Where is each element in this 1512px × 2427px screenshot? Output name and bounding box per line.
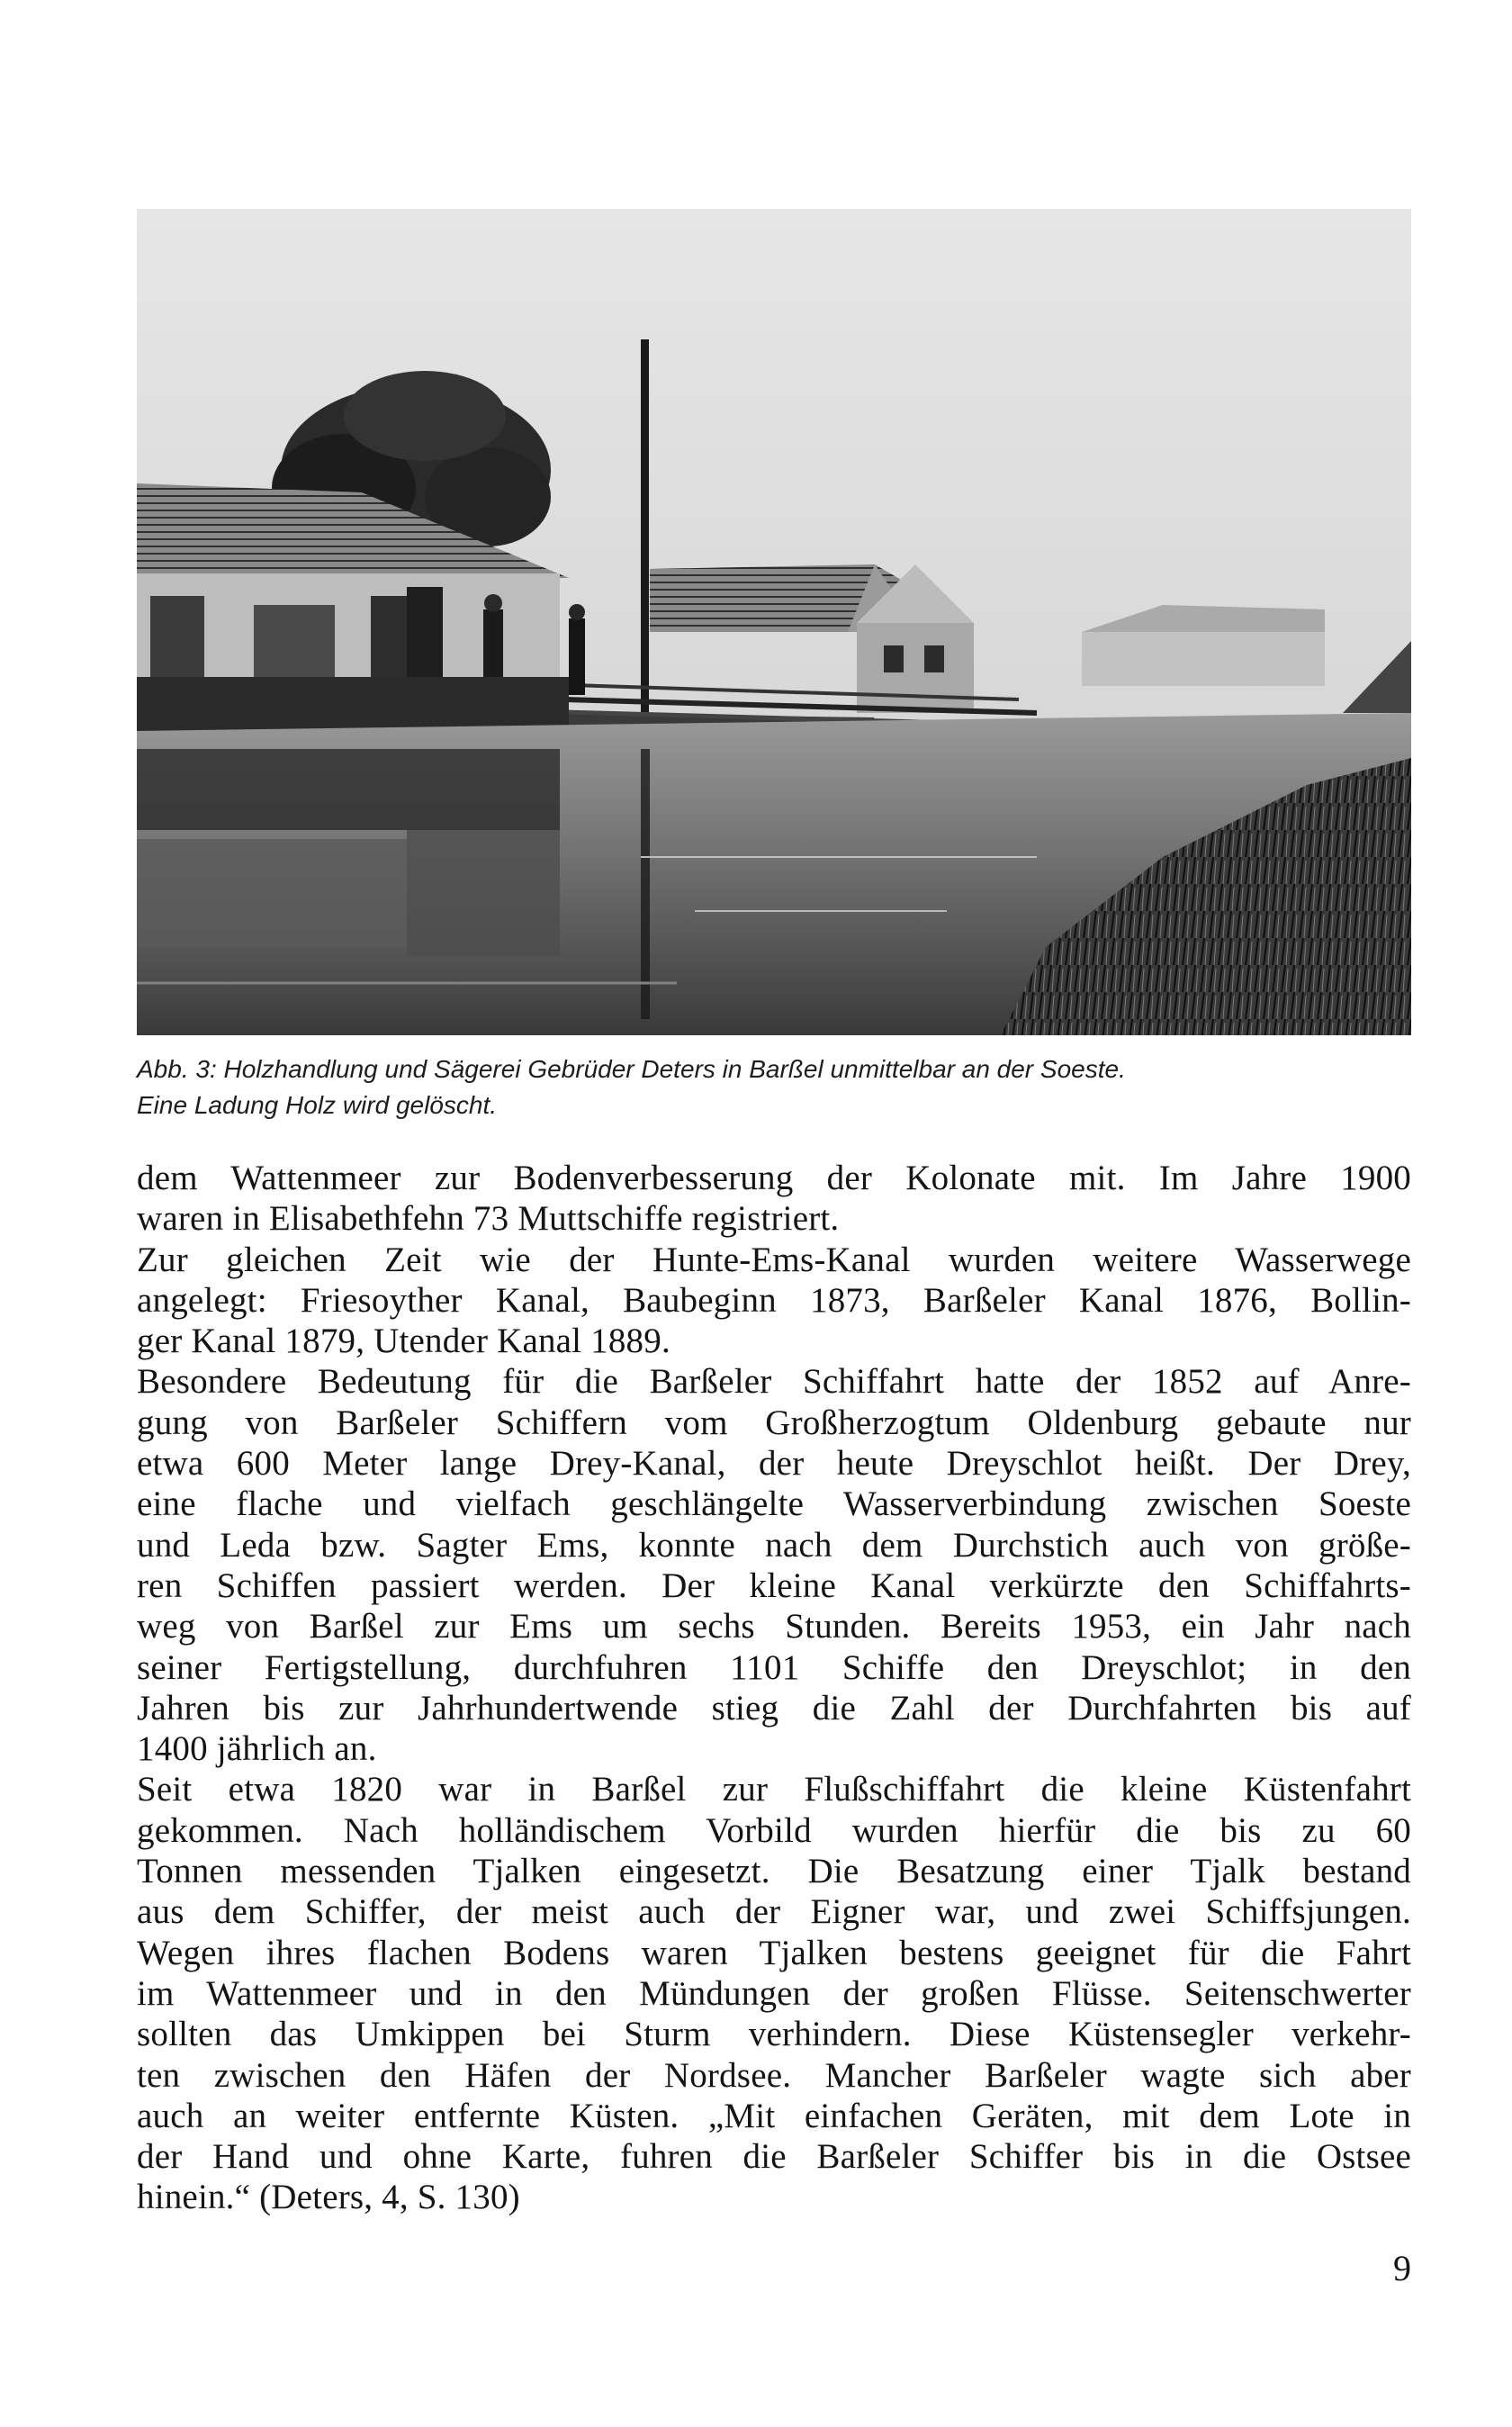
text-line: der Hand und ohne Karte, fuhren die Barßeler Schiffer bis in die Ostsee bbox=[137, 2137, 1411, 2177]
text-line: angelegt: Friesoyther Kanal, Baubeginn 1873, Barßeler Kanal 1876, Bollin- bbox=[137, 1280, 1411, 1320]
text-line: ren Schiffen passiert werden. Der kleine Kanal verkürzte den Schiffahrts- bbox=[137, 1565, 1411, 1605]
text-line: im Wattenmeer und in den Mündungen der großen Flüsse. Seitenschwerter bbox=[137, 1973, 1411, 2013]
paragraph bbox=[137, 1361, 1411, 1769]
text-line: 1400 jährlich an. bbox=[137, 1729, 377, 1769]
text-line: etwa 600 Meter lange Drey-Kanal, der heute Dreyschlot heißt. Der Drey, bbox=[137, 1444, 1411, 1484]
text-line: gekommen. Nach holländischem Vorbild wurden hierfür die bis zu 60 bbox=[137, 1810, 1411, 1850]
text-line: Zur gleichen Zeit wie der Hunte-Ems-Kanal wurden weitere Wasserwege bbox=[137, 1240, 1411, 1279]
photo-illustration bbox=[137, 209, 1411, 1035]
historical-photo bbox=[137, 209, 1411, 1035]
text-line: aus dem Schiffer, der meist auch der Eigner war, und zwei Schiffsjungen. bbox=[137, 1892, 1411, 1932]
text-line: ten zwischen den Häfen der Nordsee. Mancher Barßeler wagte sich aber bbox=[137, 2055, 1411, 2095]
figure-caption bbox=[137, 1051, 1411, 1123]
text-line: Wegen ihres flachen Bodens waren Tjalken bestens geeignet für die Fahrt bbox=[137, 1933, 1411, 1972]
text-line: Tonnen messenden Tjalken eingesetzt. Die Besatzung einer Tjalk bestand bbox=[137, 1852, 1411, 1891]
caption-line: Abb. 3: Holzhandlung und Sägerei Gebrüder Deters in Barßel unmittelbar an der Soeste. bbox=[137, 1055, 1126, 1083]
far-buildings bbox=[1082, 632, 1325, 686]
text-line: Jahren bis zur Jahrhundertwende stieg die Zahl der Durchfahrten bis auf bbox=[137, 1688, 1411, 1728]
text-line: hinein.“ (Deters, 4, S. 130) bbox=[137, 2178, 520, 2217]
text-line: weg von Barßel zur Ems um sechs Stunden. Bereits 1953, ein Jahr nach bbox=[137, 1607, 1411, 1647]
page-number: 9 bbox=[1393, 2248, 1411, 2288]
text-line: Seit etwa 1820 war in Barßel zur Flußschiffahrt die kleine Küstenfahrt bbox=[137, 1770, 1411, 1809]
text-line: seiner Fertigstellung, durchfuhren 1101 Schiffe den Dreyschlot; in den bbox=[137, 1647, 1411, 1687]
text-line: und Leda bzw. Sagter Ems, konnte nach dem Durchstich auch von größe- bbox=[137, 1525, 1411, 1565]
paragraph bbox=[137, 1158, 1411, 1240]
text-line: dem Wattenmeer zur Bodenverbesserung der Kolonate mit. Im Jahre 1900 bbox=[137, 1159, 1411, 1197]
text-line: Besondere Bedeutung für die Barßeler Schiffahrt hatte der 1852 auf Anre- bbox=[137, 1362, 1411, 1402]
text-line: gung von Barßeler Schiffern vom Großherzogtum Oldenburg gebaute nur bbox=[137, 1403, 1411, 1442]
text-line: auch an weiter entfernte Küsten. „Mit einfachen Geräten, mit dem Lote in bbox=[137, 2096, 1411, 2135]
body-text bbox=[137, 1158, 1411, 2218]
paragraph bbox=[137, 1769, 1411, 2217]
text-line: sollten das Umkippen bei Sturm verhindern. Diese Küstensegler verkehr- bbox=[137, 2015, 1411, 2054]
paragraph bbox=[137, 1240, 1411, 1362]
text-line: waren in Elisabethfehn 73 Muttschiffe registriert. bbox=[137, 1199, 840, 1239]
text-line: eine flache und vielfach geschlängelte Wasserverbindung zwischen Soeste bbox=[137, 1484, 1411, 1524]
text-line: ger Kanal 1879, Utender Kanal 1889. bbox=[137, 1322, 670, 1361]
caption-line: Eine Ladung Holz wird gelöscht. bbox=[137, 1091, 498, 1119]
ship-mast bbox=[641, 339, 649, 735]
